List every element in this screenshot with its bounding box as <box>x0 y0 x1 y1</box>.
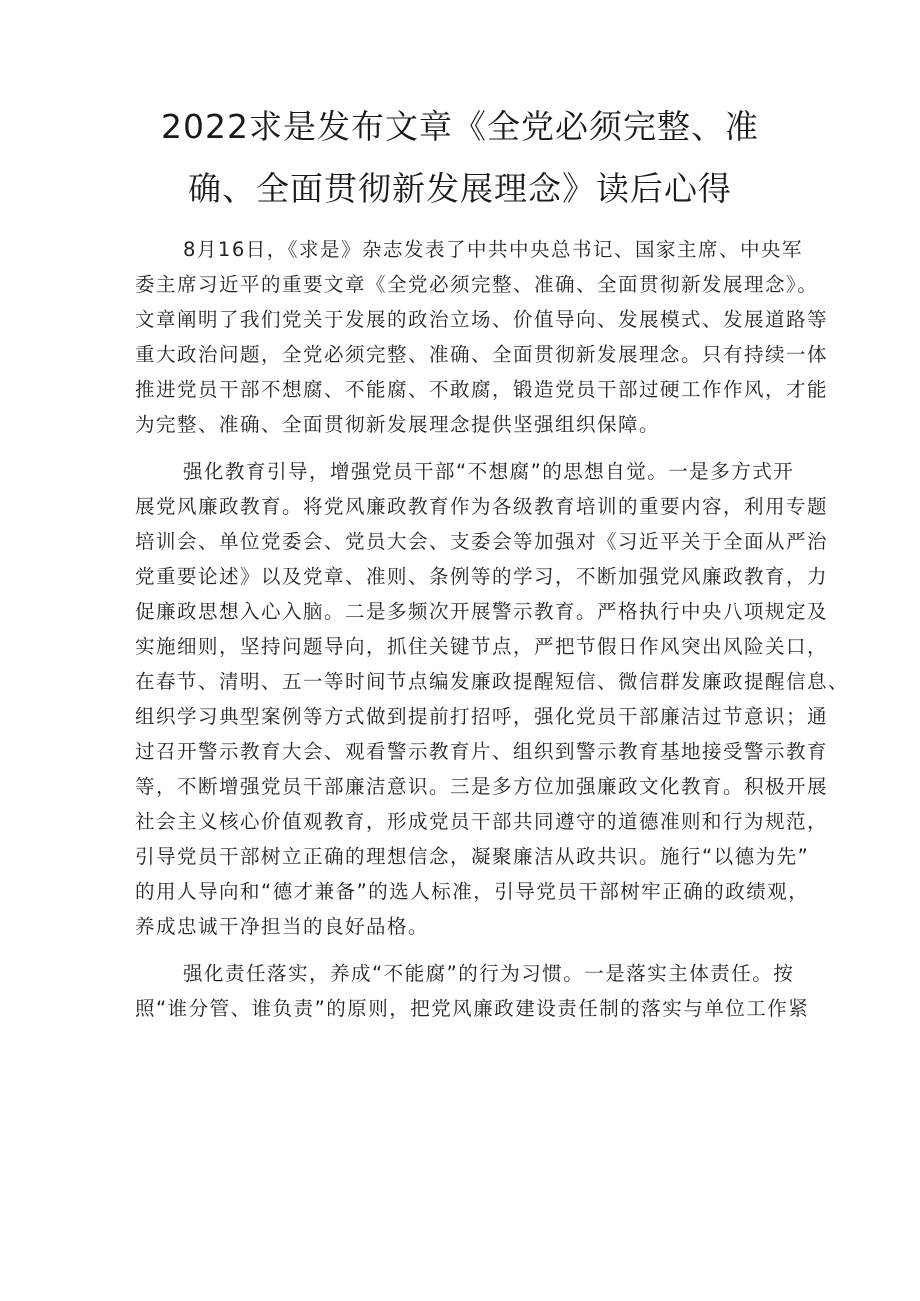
text-line: 组织学习典型案例等方式做到提前打招呼，强化党员干部廉洁过节意识；通 <box>135 705 829 728</box>
paragraph-responsibility <box>135 956 810 1026</box>
text-line: 照“谁分管、谁负责”的原则，把党风廉政建设责任制的落实与单位工作紧 <box>135 997 810 1020</box>
text-line: 养成忠诚干净担当的良好品格。 <box>135 915 430 938</box>
text-line: 为完整、准确、全面贯彻新发展理念提供坚强组织保障。 <box>135 413 661 436</box>
title-line: 2022求是发布文章《全党必须完整、准 <box>161 107 759 146</box>
text-line: 强化教育引导，增强党员干部“不想腐”的思想自觉。一是多方式开 <box>183 460 795 483</box>
paragraph-education <box>135 454 850 944</box>
text-line: 展党风廉政教育。将党风廉政教育作为各级教育培训的重要内容，利用专题 <box>135 495 829 518</box>
text-line: 委主席习近平的重要文章《全党必须完整、准确、全面贯彻新发展理念》。 <box>135 273 819 296</box>
text-line: 培训会、单位党委会、党员大会、支委会等加强对《习近平关于全面从严治 <box>135 530 829 553</box>
text-line: 社会主义核心价值观教育，形成党员干部共同遵守的道德准则和行为规范， <box>135 810 829 833</box>
text-line: 在春节、清明、五一等时间节点编发廉政提醒短信、微信群发廉政提醒信息、 <box>135 670 850 693</box>
text-line: 8月16日，《求是》杂志发表了中共中央总书记、国家主席、中央军 <box>183 238 803 261</box>
text-line: 等，不断增强党员干部廉洁意识。三是多方位加强廉政文化教育。积极开展 <box>135 775 829 798</box>
text-line: 强化责任落实，养成“不能腐”的行为习惯。一是落实主体责任。按 <box>183 962 795 985</box>
document-body <box>135 232 850 1038</box>
text-line: 党重要论述》以及党章、准则、条例等的学习，不断加强党风廉政教育，力 <box>135 565 829 588</box>
text-line: 促廉政思想入心入脑。二是多频次开展警示教育。严格执行中央八项规定及 <box>135 600 829 623</box>
document-title <box>120 96 800 220</box>
text-line: 实施细则，坚持问题导向，抓住关键节点，严把节假日作风突出风险关口， <box>135 635 829 658</box>
text-line: 过召开警示教育大会、观看警示教育片、组织到警示教育基地接受警示教育 <box>135 740 829 763</box>
text-line: 的用人导向和“德才兼备”的选人标准，引导党员干部树牢正确的政绩观， <box>135 880 810 903</box>
text-line: 文章阐明了我们党关于发展的政治立场、价值导向、发展模式、发展道路等 <box>135 308 829 331</box>
title-line: 确、全面贯彻新发展理念》读后心得 <box>188 169 732 208</box>
text-line: 重大政治问题，全党必须完整、准确、全面贯彻新发展理念。只有持续一体 <box>135 343 829 366</box>
paragraph-intro <box>135 232 829 442</box>
text-line: 推进党员干部不想腐、不能腐、不敢腐，锻造党员干部过硬工作作风，才能 <box>135 378 829 401</box>
text-line: 引导党员干部树立正确的理想信念，凝聚廉洁从政共识。施行“以德为先” <box>135 845 810 868</box>
